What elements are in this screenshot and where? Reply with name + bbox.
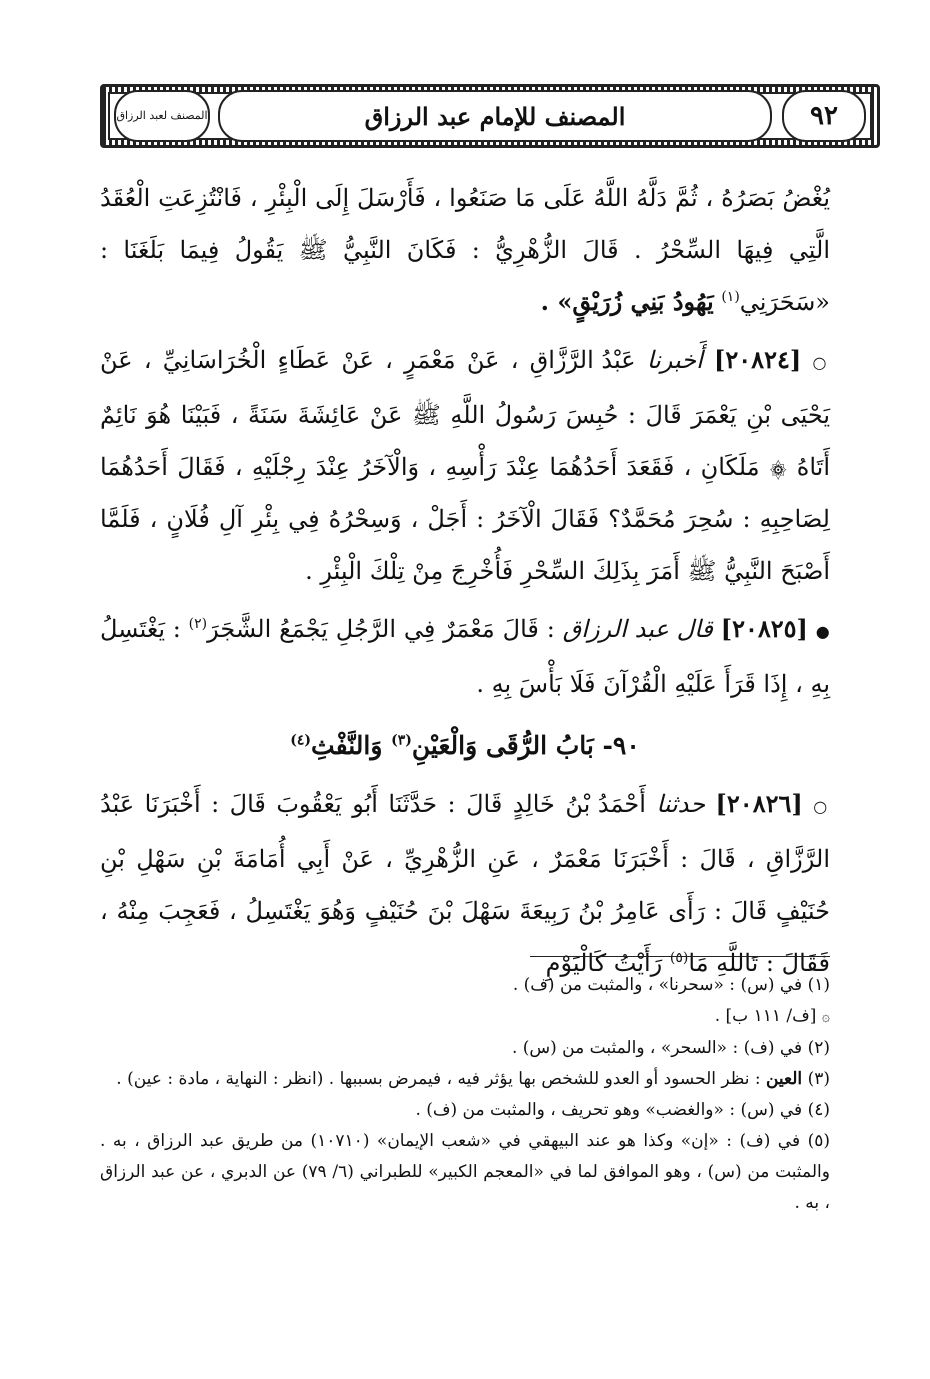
folio-mark-icon: ۞: [768, 453, 788, 481]
hollow-circle-icon: ○: [812, 353, 830, 372]
book-logo-emblem: المصنف لعبد الرزاق: [114, 90, 210, 142]
footnote-text: في (س) : «والغضب» وهو تحريف ، والمثبت من (ف) .: [415, 1100, 803, 1120]
text: رَأَيْتُ كَالْيَوْمِ: [545, 949, 663, 977]
text: يُغْضُ بَصَرُهُ ، ثُمَّ دَلَّهُ اللَّهُ عَلَى مَا صَنَعُوا ، فَأَرْسَلَ إِلَى الْبِئْرِ ، فَانْتُزِعَتِ الْعُقَدُ الَّتِي فِيهَا السِّحْرُ . قَالَ الزُّهْرِيُّ : فَكَانَ النَّبِيُّ ﷺ يَقُولُ فِيمَا بَلَغَنَا : «سَحَرَنِي: [100, 184, 830, 316]
chapter-heading: [100, 720, 830, 772]
footnote-folio: [100, 1001, 830, 1033]
footnote-number: (١): [807, 975, 830, 995]
folio-mark-icon: ۞: [821, 1009, 830, 1025]
text: مَلَكَانِ ، فَقَعَدَ أَحَدُهُمَا عِنْدَ رَأْسِهِ ، وَالْآخَرُ عِنْدَ رِجْلَيْهِ ، فَقَالَ أَحَدُهُمَا لِصَاحِبِهِ : سُحِرَ مُحَمَّدٌ؟ فَقَالَ الْآخَرُ : أَجَلْ ، وَسِحْرُهُ فِي بِئْرِ آلِ فُلَانٍ ، فَلَمَّا أَصْبَحَ النَّبِيُّ ﷺ أَمَرَ بِذَلِكَ السِّحْرِ فَأُخْرِجَ مِنْ تِلْكَ الْبِئْرِ .: [100, 453, 830, 585]
footnote-text: في (س) : «سحرنا» ، والمثبت من (ف) .: [512, 975, 803, 995]
hadith-number: [٢٠٨٢٤]: [714, 345, 802, 374]
footnote-4: [100, 1095, 830, 1126]
hadith-20826: [100, 778, 830, 989]
footnote-divider: [530, 956, 830, 957]
footnotes: [100, 970, 830, 1219]
footnote-1: [100, 970, 830, 1001]
filled-circle-icon: ●: [815, 622, 830, 641]
footnote-ref: (٥): [669, 950, 689, 966]
heading-text: ٩٠- بَابُ الرُّقَى وَالْعَيْنِ: [411, 731, 640, 760]
text: : يَغْتَسِلُ بِهِ ، إِذَا قَرَأَ عَلَيْهِ الْقُرْآنَ فَلَا بَأْسَ بِهِ .: [100, 615, 830, 698]
hadith-20825: [100, 603, 830, 710]
text: : قَالَ مَعْمَرٌ فِي الرَّجُلِ يَجْمَعُ الشَّجَرَ: [207, 615, 555, 643]
narration-lead: أَخبرنا: [646, 346, 703, 374]
footnote-2: [100, 1033, 830, 1064]
header-title-cartouche: [218, 90, 772, 142]
footnote-text: [ف/ ١١١ ب] .: [714, 1006, 817, 1026]
page-header: [100, 84, 880, 148]
footnote-text: في (ف) : «إن» وكذا هو عند البيهقي في «شعب الإيمان» (١٠٧١٠) من طريق عبد الرزاق ، به . والمثبت من (س) ، وهو الموافق لما في «المعجم الكبير» للطبراني (٦/ ٧٩) عن الدبري ، عن عبد الرزاق ، به .: [100, 1131, 830, 1213]
footnote-5: [100, 1126, 830, 1219]
book-title: المصنف للإمام عبد الرزاق: [364, 101, 626, 131]
hadith-number: [٢٠٨٢٦]: [715, 789, 803, 818]
page-number: ٩٢: [782, 90, 866, 142]
footnote-3: [100, 1064, 830, 1095]
footnote-number: (٥): [807, 1131, 831, 1151]
footnote-text: في (ف) : «السحر» ، والمثبت من (س) .: [511, 1038, 803, 1058]
footnote-number: (٤): [807, 1100, 830, 1120]
text: عَبْدُ الرَّزَّاقِ ، عَنْ مَعْمَرٍ ، عَنْ عَطَاءٍ الْخُرَاسَانِيِّ ، عَنْ يَحْيَى بْنِ يَعْمَرَ قَالَ : حُبِسَ رَسُولُ اللَّهِ ﷺ عَنْ عَائِشَةَ سَنَةً ، فَبَيْنَا هُوَ نَائِمٌ أَتَاهُ: [100, 346, 830, 481]
main-text: [100, 172, 830, 989]
narration-lead: قال عبد الرزاق: [562, 615, 713, 643]
footnote-ref: (٤): [290, 732, 312, 749]
text: أَحْمَدُ بْنُ خَالِدٍ قَالَ : حَدَّثَنَا أَبُو يَعْقُوبَ قَالَ : أَخْبَرَنَا عَبْدُ الرَّزَّاقِ ، قَالَ : أَخْبَرَنَا مَعْمَرٌ ، عَنِ الزُّهْرِيِّ ، عَنْ أَبِي أُمَامَةَ بْنِ سَهْلِ بْنِ حُنَيْفٍ قَالَ : رَأَى عَامِرُ بْنُ رَبِيعَةَ سَهْلَ بْنَ حُنَيْفٍ وَهُوَ يَغْتَسِلُ ، فَعَجِبَ مِنْهُ ، فَقَالَ : تَاللَّهِ مَا: [100, 790, 830, 977]
narration-lead: حدثنا: [656, 790, 706, 818]
hadith-number: [٢٠٨٢٥]: [720, 614, 808, 643]
footnote-number: (٢): [807, 1038, 830, 1058]
hollow-circle-icon: ○: [813, 797, 831, 816]
footnote-ref: (٢): [188, 616, 208, 632]
footnote-text: : نظر الحسود أو العدو للشخص بها يؤثر فيه ، فيمرض بسببها . (انظر : النهاية ، مادة : عين) .: [116, 1069, 761, 1089]
text-bold: يَهُودُ بَنِي زُرَيْقٍ» .: [540, 287, 714, 316]
footnote-ref: (٣): [391, 732, 412, 749]
footnote-term: العين: [765, 1069, 803, 1089]
footnote-number: (٣): [807, 1069, 830, 1089]
hadith-20824: [100, 334, 830, 597]
paragraph-continuation: [100, 172, 830, 328]
heading-text: وَالنَّفْثِ: [311, 731, 383, 760]
footnote-ref: (١): [721, 289, 740, 305]
